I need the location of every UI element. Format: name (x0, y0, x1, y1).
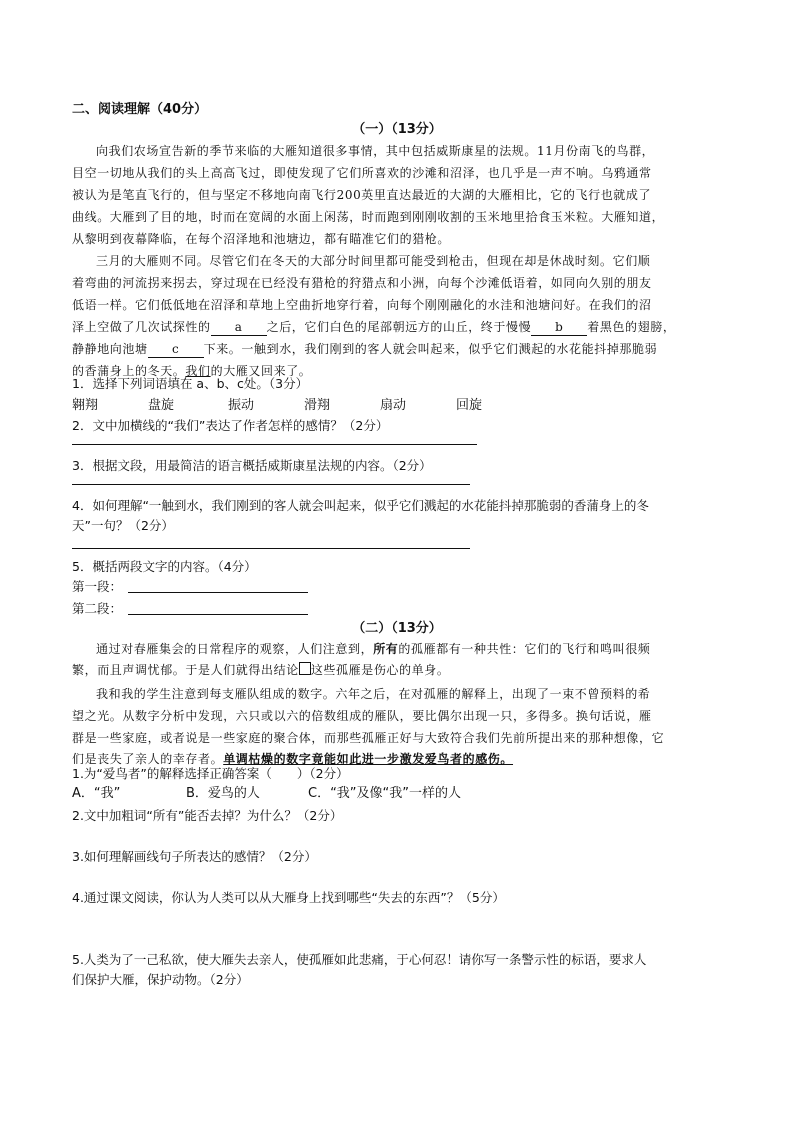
p1-question-3: 3．根据文段，用最简洁的语言概括威斯康星法规的内容。（2分） (72, 458, 432, 473)
p1-line10-part-b: 下来。一触到水，我们刚到的客人就会叫起来，似乎它们溅起的水花能抖掉那脆弱 (203, 342, 658, 356)
underlined-sentence: 单调枯燥的数字竟能如此进一步激发爱鸟者的感伤。 (223, 752, 514, 766)
p2-line2-part-a: 繁，而且声调忧郁。于是人们就得出结论 (72, 663, 299, 677)
q5-first-para-label: 第一段： (72, 579, 123, 594)
passage1-title: （一）（13分） (352, 122, 442, 137)
word-option-3: 振动 (228, 398, 255, 413)
section-title: 二、阅读理解（40分） (72, 102, 208, 117)
p1-para2-line4 (72, 317, 675, 337)
p2-para1-line1 (96, 639, 650, 659)
p1-para1-line5: 从黎明到夜幕降临，在每个沼泽地和池塘边，都有瞄准它们的猎枪。 (72, 232, 451, 246)
p2-question-2: 2.文中加粗词“所有”能否去掉？为什么？（2分） (72, 808, 343, 823)
q5-second-para-label: 第二段： (72, 601, 123, 616)
p1-question-2: 2．文中加横线的“我们”表达了作者怎样的感情？（2分） (72, 418, 389, 433)
p1-line9-part-c: 着黑色的翅膀， (587, 320, 676, 334)
word-option-4: 滑翔 (304, 398, 331, 413)
p2-line1-part-b: 的孤雁都有一种共性：它们的飞行和鸣叫很频 (398, 642, 651, 656)
p2-para2-line2: 望之光。从数字分析中发现，六只或以六的倍数组成的雁队，要比偶尔出现一只，多得多。换句话说，雁 (72, 709, 652, 723)
passage2-title: （二）（13分） (352, 621, 442, 636)
blank-a[interactable]: a (211, 319, 267, 336)
p1-line11-part-a: 的香蒲身上的冬天。 (72, 364, 186, 378)
underlined-women: 我们 (185, 364, 211, 378)
answer-line-q2[interactable] (72, 444, 477, 445)
p2-para1-line2 (72, 660, 449, 680)
p1-para2-line2: 着弯曲的河流拐来拐去，穿过现在已经没有猎枪的狩猎点和小洲，向每个沙滩低语着，如同向久别的朋友 (72, 276, 652, 290)
p1-para2-line1: 三月的大雁则不同。尽管它们在冬天的大部分时间里都可能受到枪击，但现在却是休战时刻。它们顺 (96, 254, 651, 268)
p1-question-4-line1: 4．如何理解“一触到水，我们刚到的客人就会叫起来，似乎它们溅起的水花能抖掉那脆弱的香蒲身上的冬 (72, 498, 649, 513)
word-option-6: 回旋 (456, 398, 483, 413)
word-option-5: 扇动 (380, 398, 407, 413)
p1-para2-line3: 低语一样。它们低低地在沼泽和草地上空曲折地穿行着，向每个刚刚融化的水洼和池塘问好。在我们的沼 (72, 298, 652, 312)
answer-line-q5-first[interactable] (128, 592, 308, 593)
answer-line-q3[interactable] (72, 484, 470, 485)
p1-question-1: 1．选择下列词语填在 a、b、c处。（3分） (72, 376, 309, 391)
p1-para1-line4: 曲线。大雁到了目的地，时而在宽阔的水面上闲荡，时而跑到刚刚收割的玉米地里拾食玉米粒。大雁知道， (72, 210, 665, 224)
p1-para1-line3: 被认为是笔直飞行的，但与坚定不移地向南飞行200英里直达最近的大湖的大雁相比，它的飞行也就成了 (72, 188, 652, 202)
punctuation-box[interactable] (299, 662, 311, 675)
p2-para2-line3: 群是一些家庭，或者说是一些家庭的聚合体，而那些孤雁正好与大致符合我们先前所提出来的那种想像，它 (72, 731, 665, 745)
p1-line9-part-b: 之后，它们白色的尾部朝远方的山丘，终于慢慢 (266, 320, 532, 334)
p1-para2-line5 (72, 339, 657, 359)
option-c[interactable]: C．“我”及像“我”一样的人 (308, 786, 462, 801)
word-option-1: 翱翔 (72, 398, 99, 413)
p1-line10-part-a: 静静地向池塘 (72, 342, 148, 356)
bold-suoyou: 所有 (373, 642, 399, 656)
option-b[interactable]: B．爱鸟的人 (186, 786, 260, 801)
p2-question-1: 1.为“爱鸟者”的解释选择正确答案（ ）（2分） (72, 766, 349, 781)
answer-line-q4[interactable] (72, 548, 470, 549)
p2-question-5-line1: 5.人类为了一己私欲，使大雁失去亲人，使孤雁如此悲痛，于心何忍！请你写一条警示性的标语，要求人 (72, 952, 647, 967)
p2-line2-part-b: 这些孤雁是伤心的单身。 (310, 663, 450, 677)
p1-para1-line2: 目空一切地从我们的头上高高飞过，即使发现了它们所喜欢的沙滩和沼泽，也几乎是一声不响。乌鸦通常 (72, 166, 652, 180)
p2-question-4: 4.通过课文阅读，你认为人类可以从大雁身上找到哪些“失去的东西”？（5分） (72, 890, 505, 905)
p2-line4-part-a: 们是丧失了亲人的幸存者。 (72, 752, 224, 766)
p2-question-5-line2: 们保护大雁，保护动物。（2分） (72, 972, 249, 987)
p1-question-4-line2: 天”一句？（2分） (72, 518, 174, 533)
answer-line-q5-second[interactable] (128, 614, 308, 615)
p2-question-3: 3.如何理解画线句子所表达的感情？（2分） (72, 849, 317, 864)
p1-question-5: 5．概括两段文字的内容。（4分） (72, 559, 257, 574)
p1-line9-part-a: 泽上空做了几次试探性的 (72, 320, 211, 334)
p2-line1-part-a: 通过对春雁集会的日常程序的观察，人们注意到， (96, 642, 374, 656)
option-a[interactable]: A．“我” (72, 786, 121, 801)
blank-c[interactable]: c (148, 341, 204, 358)
p1-line11-part-b: 的大雁又回来了。 (210, 364, 312, 378)
word-option-2: 盘旋 (148, 398, 175, 413)
p2-para2-line1: 我和我的学生注意到每支雁队组成的数字。六年之后，在对孤雁的解释上，出现了一束不曾预料的希 (96, 687, 651, 701)
p1-para1-line1: 向我们农场宣告新的季节来临的大雁知道很多事情，其中包括威斯康星的法规。11月份南飞的鸟群， (96, 144, 655, 158)
blank-b[interactable]: b (531, 319, 587, 336)
